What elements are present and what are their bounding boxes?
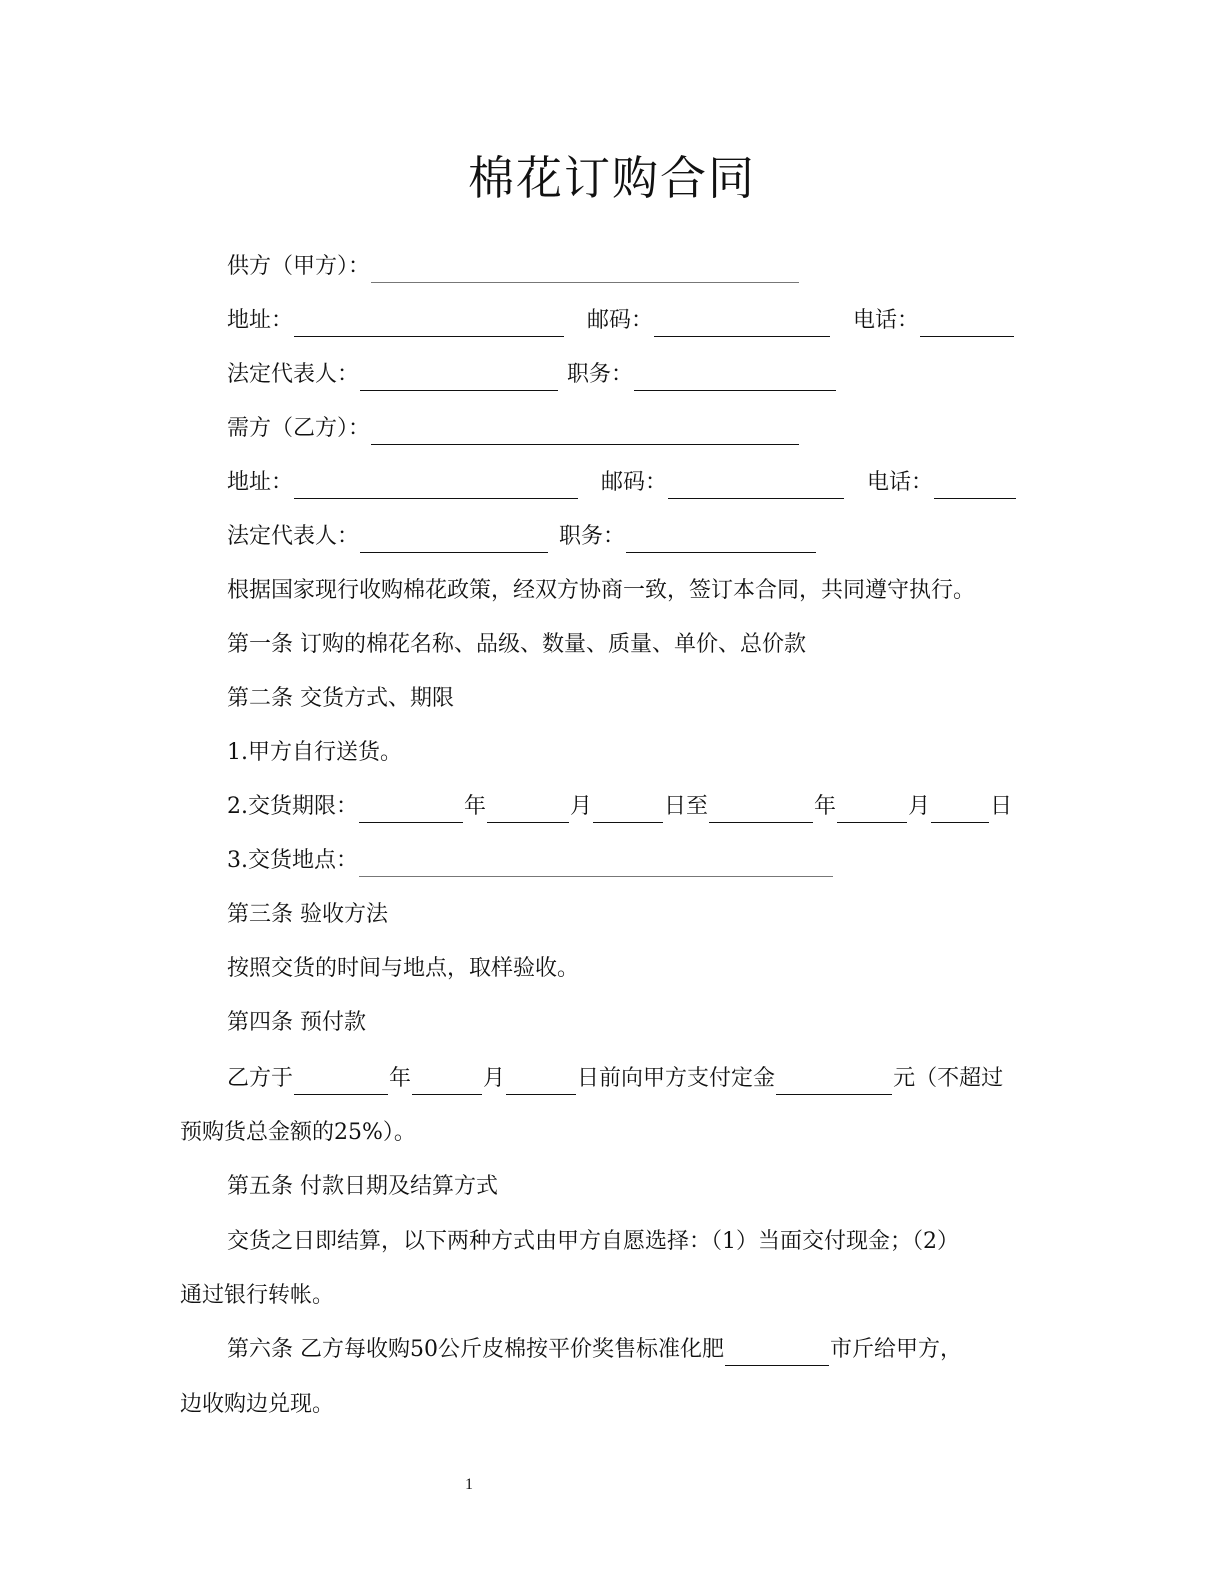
start-month-text: 月: [570, 794, 593, 819]
buyer-line: [227, 413, 800, 445]
buyer-address-line: [227, 467, 1017, 499]
article-3-body: 按照交货的时间与地点，取样验收。: [227, 956, 580, 981]
article-2-item-3: [227, 845, 834, 877]
fertilizer-amount-blank[interactable]: [725, 1341, 829, 1366]
start-month-blank[interactable]: [487, 798, 569, 823]
delivery-period-label: 2.交货期限：: [227, 794, 358, 819]
end-day-blank[interactable]: [931, 798, 989, 823]
supplier-postcode-label: 邮码：: [587, 308, 654, 333]
article-6-line-2: 边收购边兑现。: [180, 1392, 335, 1417]
end-month-blank[interactable]: [837, 798, 907, 823]
buyer-address-label: 地址：: [227, 470, 294, 495]
end-day-text: 日: [990, 794, 1013, 819]
prepay-month-text: 月: [483, 1066, 506, 1091]
buyer-address-blank[interactable]: [294, 474, 578, 499]
article-2-item-1: 1.甲方自行送货。: [227, 740, 402, 765]
supplier-label: 供方（甲方）：: [227, 254, 371, 279]
prepay-month-blank[interactable]: [412, 1070, 482, 1095]
supplier-position-blank[interactable]: [634, 366, 836, 391]
buyer-rep-blank[interactable]: [360, 528, 548, 553]
supplier-address-label: 地址：: [227, 308, 294, 333]
buyer-position-blank[interactable]: [626, 528, 816, 553]
article-4-heading: 第四条 预付款: [227, 1010, 366, 1035]
start-day-blank[interactable]: [593, 798, 663, 823]
page-number: 1: [465, 1476, 473, 1493]
supplier-rep-label: 法定代表人：: [227, 362, 360, 387]
buyer-rep-line: [227, 521, 817, 553]
end-month-text: 月: [908, 794, 931, 819]
prepay-day-blank[interactable]: [506, 1070, 576, 1095]
supplier-line: [227, 251, 800, 283]
buyer-phone-label: 电话：: [867, 470, 934, 495]
intro-paragraph: 根据国家现行收购棉花政策，经双方协商一致，签订本合同，共同遵守执行。: [227, 578, 976, 603]
buyer-phone-blank[interactable]: [934, 474, 1016, 499]
article-5-heading: 第五条 付款日期及结算方式: [227, 1174, 498, 1199]
supplier-name-blank[interactable]: [371, 258, 799, 283]
buyer-rep-label: 法定代表人：: [227, 524, 360, 549]
supplier-phone-blank[interactable]: [920, 312, 1014, 337]
supplier-phone-label: 电话：: [853, 308, 920, 333]
supplier-postcode-blank[interactable]: [654, 312, 830, 337]
article-6-prefix: 第六条 乙方每收购50公斤皮棉按平价奖售标准化肥: [227, 1337, 724, 1362]
article-2-heading: 第二条 交货方式、期限: [227, 686, 454, 711]
supplier-address-line: [227, 305, 1015, 337]
deposit-amount-blank[interactable]: [776, 1070, 892, 1095]
start-year-blank[interactable]: [359, 798, 463, 823]
supplier-rep-blank[interactable]: [360, 366, 558, 391]
article-6-line-1: [227, 1334, 962, 1366]
article-5-body-line-2: 通过银行转帐。: [180, 1283, 335, 1308]
article-2-item-2: [227, 791, 1012, 823]
buyer-position-label: 职务：: [559, 524, 626, 549]
prepay-mid-text: 日前向甲方支付定金: [577, 1066, 776, 1091]
delivery-place-blank[interactable]: [359, 852, 833, 877]
end-year-blank[interactable]: [709, 798, 813, 823]
article-4-body-line-2: 预购货总金额的25%）。: [180, 1120, 416, 1145]
delivery-place-label: 3.交货地点：: [227, 848, 358, 873]
prepay-tail-text: 元（不超过: [893, 1066, 1004, 1091]
prepay-year-blank[interactable]: [294, 1070, 388, 1095]
day-to-text: 日至: [664, 794, 709, 819]
buyer-postcode-blank[interactable]: [668, 474, 844, 499]
article-3-heading: 第三条 验收方法: [227, 902, 388, 927]
prepay-prefix: 乙方于: [227, 1066, 294, 1091]
supplier-rep-line: [227, 359, 837, 391]
article-4-body-line-1: [227, 1063, 1003, 1095]
article-1-heading: 第一条 订购的棉花名称、品级、数量、质量、单价、总价款: [227, 632, 806, 657]
buyer-label: 需方（乙方）：: [227, 416, 371, 441]
buyer-name-blank[interactable]: [371, 420, 799, 445]
start-year-text: 年: [464, 794, 487, 819]
buyer-postcode-label: 邮码：: [601, 470, 668, 495]
end-year-text: 年: [814, 794, 837, 819]
contract-title: 棉花订购合同: [468, 151, 756, 205]
supplier-address-blank[interactable]: [294, 312, 564, 337]
article-5-body-line-1: 交货之日即结算，以下两种方式由甲方自愿选择：（1）当面交付现金；（2）: [227, 1229, 959, 1254]
supplier-position-label: 职务：: [567, 362, 634, 387]
prepay-year-text: 年: [389, 1066, 412, 1091]
article-6-suffix: 市斤给甲方，: [830, 1337, 963, 1362]
